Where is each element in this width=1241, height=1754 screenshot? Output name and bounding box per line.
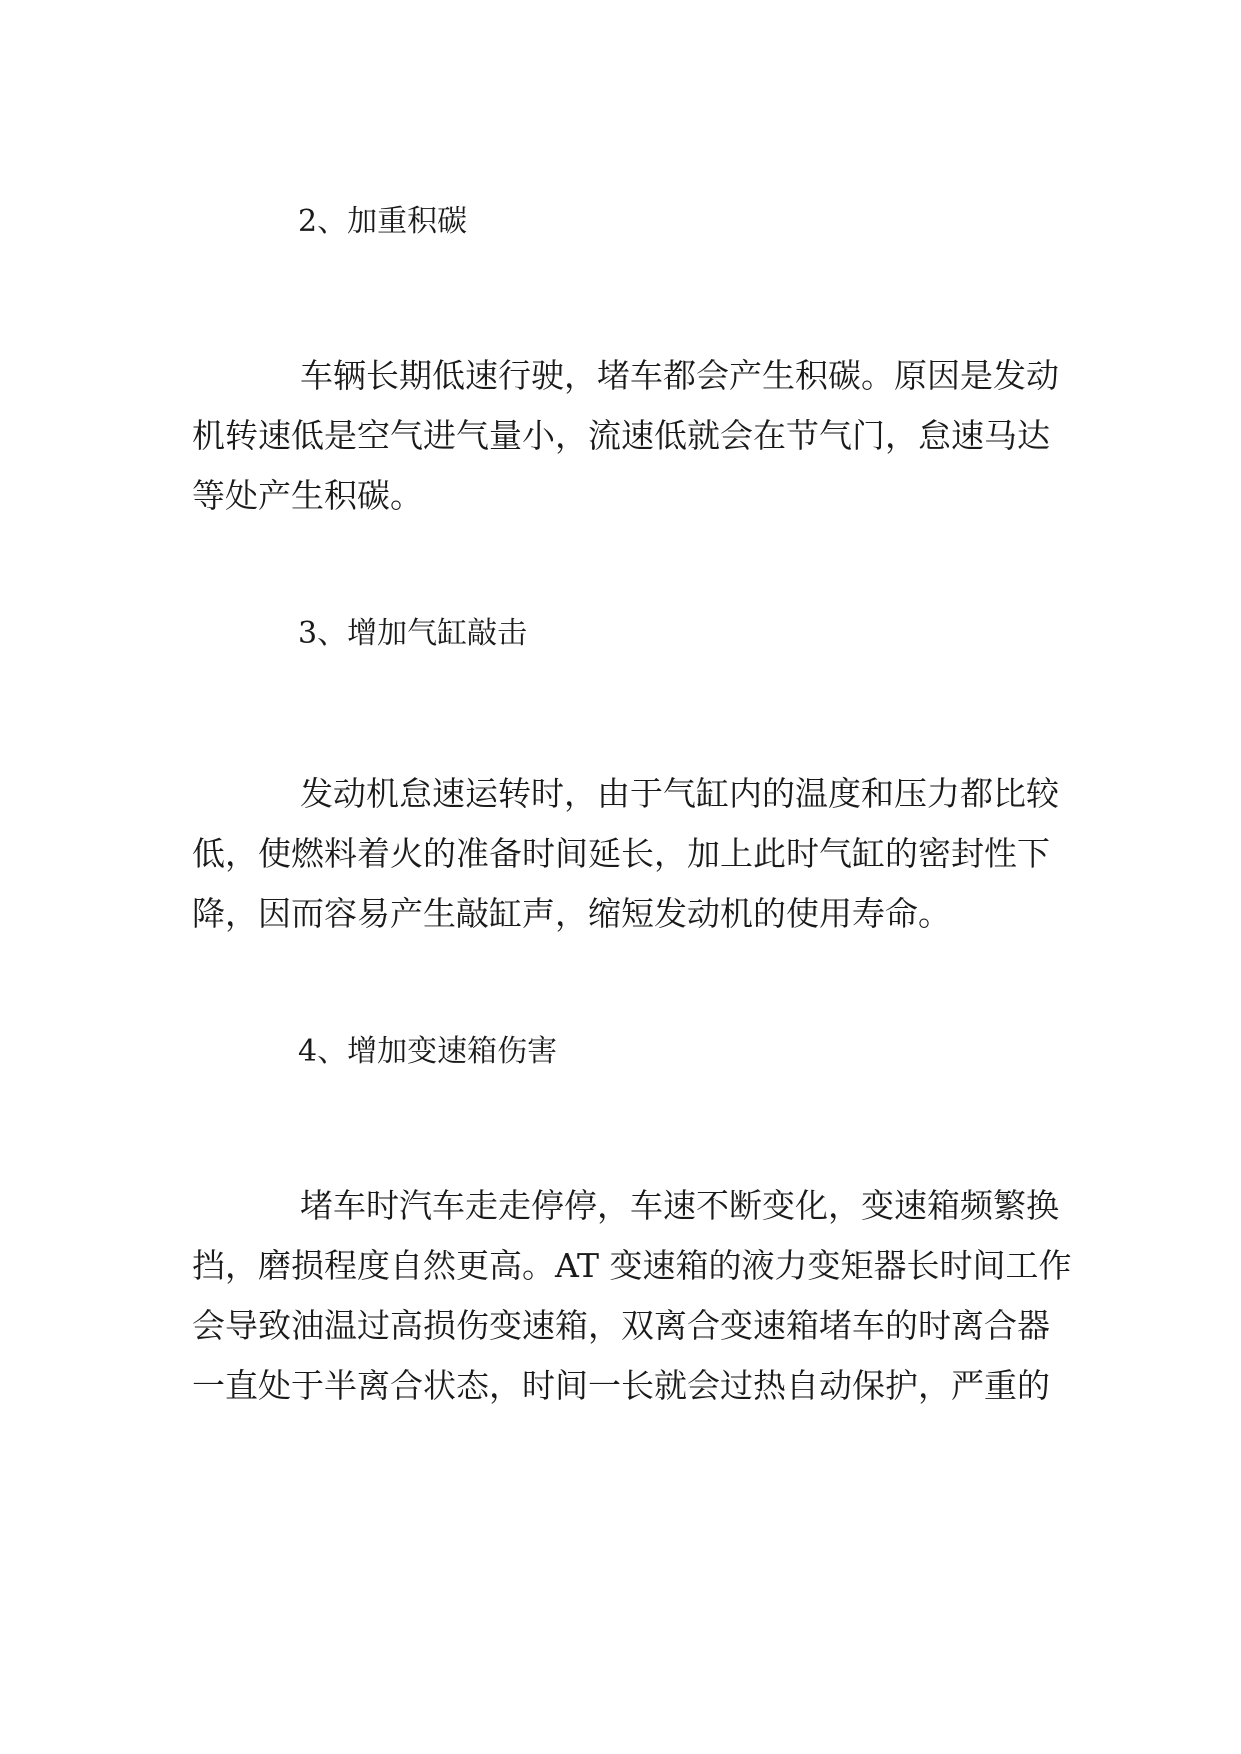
paragraph-line: 车辆长期低速行驶，堵车都会产生积碳。原因是发动 [300, 356, 1059, 395]
section-heading-carbon: 2、加重积碳 [298, 204, 468, 239]
paragraph-line: 降，因而容易产生敲缸声，缩短发动机的使用寿命。 [192, 894, 951, 933]
paragraph-line: 会导致油温过高损伤变速箱，双离合变速箱堵车的时离合器 [192, 1306, 1050, 1345]
paragraph-line: 发动机怠速运转时，由于气缸内的温度和压力都比较 [300, 774, 1059, 813]
paragraph-line: 低，使燃料着火的准备时间延长，加上此时气缸的密封性下 [192, 834, 1050, 873]
paragraph-line: 机转速低是空气进气量小，流速低就会在节气门，怠速马达 [192, 416, 1050, 455]
paragraph-line: 一直处于半离合状态，时间一长就会过热自动保护，严重的 [192, 1366, 1050, 1405]
paragraph-knock [192, 764, 1059, 944]
paragraph-gearbox [192, 1176, 1072, 1416]
section-heading-gearbox: 4、增加变速箱伤害 [298, 1034, 558, 1069]
paragraph-line: 堵车时汽车走走停停，车速不断变化，变速箱频繁换 [300, 1186, 1059, 1225]
paragraph-line: 等处产生积碳。 [192, 476, 423, 515]
section-heading-knock: 3、增加气缸敲击 [298, 616, 528, 651]
paragraph-carbon [192, 346, 1059, 526]
paragraph-line: 挡，磨损程度自然更高。AT 变速箱的液力变矩器长时间工作 [192, 1246, 1072, 1285]
